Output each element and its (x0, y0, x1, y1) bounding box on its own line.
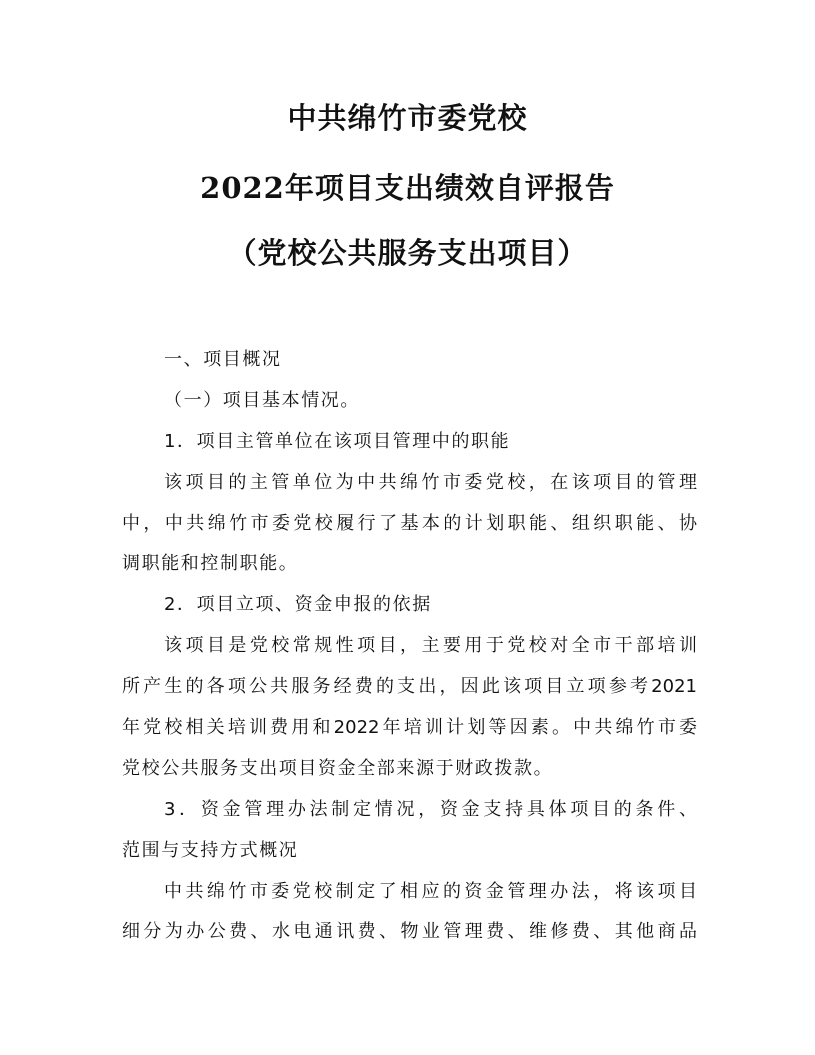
paragraph-line: 年党校相关培训费用和2022年培训计划等因素。中共绵竹市委 (122, 717, 697, 739)
paragraph-line: 该项目的主管单位为中共绵竹市委党校，在该项目的管理 (164, 471, 697, 493)
paragraph-line: 党校公共服务支出项目资金全部来源于财政拨款。 (122, 757, 554, 779)
item-heading: 2．项目立项、资金申报的依据 (164, 594, 432, 616)
item-heading: 3．资金管理办法制定情况，资金支持具体项目的条件、 (164, 798, 697, 820)
document-title-line-1: 中共绵竹市委党校 (287, 101, 528, 135)
section-heading: 一、项目概况 (164, 349, 282, 370)
paragraph-line: 中共绵竹市委党校制定了相应的资金管理办法，将该项目 (164, 880, 697, 902)
paragraph-line: 所产生的各项公共服务经费的支出，因此该项目立项参考2021 (122, 676, 697, 698)
item-heading-continued: 范围与支持方式概况 (122, 839, 299, 861)
paragraph-line: 调职能和控制职能。 (122, 553, 299, 575)
document-title-line-3: （党校公共服务支出项目） (227, 236, 588, 270)
item-heading: 1．项目主管单位在该项目管理中的职能 (164, 430, 511, 452)
paragraph-line: 细分为办公费、水电通讯费、物业管理费、维修费、其他商品 (122, 921, 697, 943)
paragraph-line: 中，中共绵竹市委党校履行了基本的计划职能、组织职能、协 (122, 512, 697, 534)
paragraph-line: 该项目是党校常规性项目，主要用于党校对全市干部培训 (164, 635, 697, 657)
document-body (122, 340, 697, 953)
document-title-line-2: 2022年项目支出绩效自评报告 (200, 171, 615, 205)
subsection-heading: （一）项目基本情况。 (164, 389, 360, 411)
